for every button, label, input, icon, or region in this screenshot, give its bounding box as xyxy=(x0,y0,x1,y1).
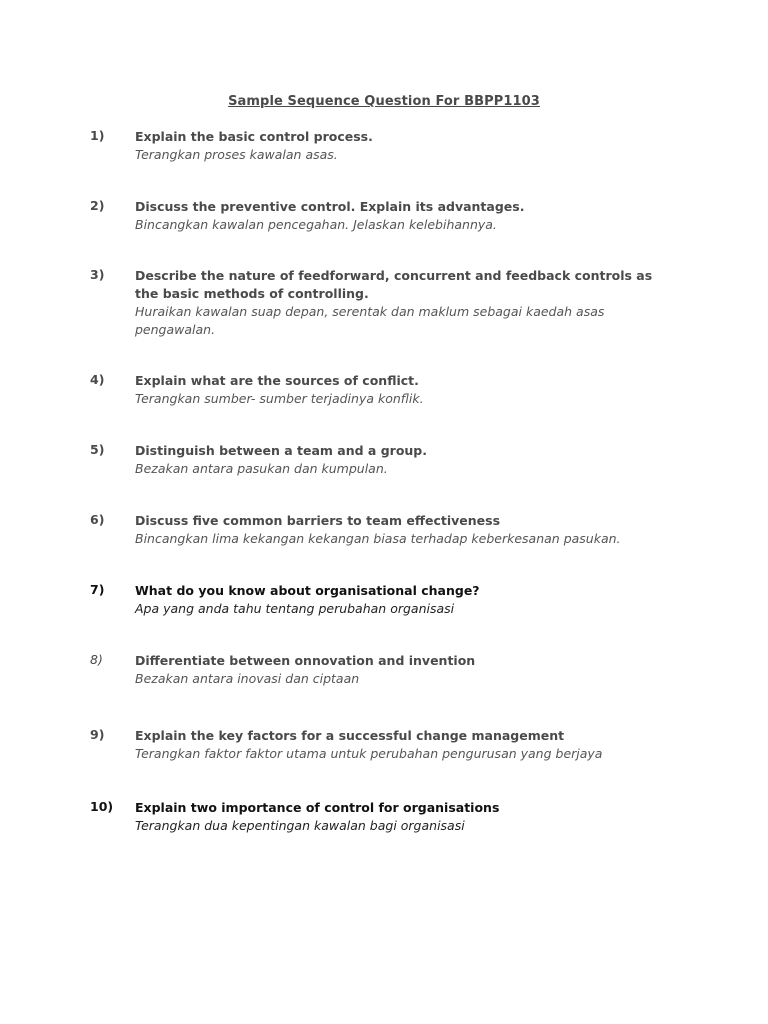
question-english: Differentiate between onnovation and invention xyxy=(135,653,476,668)
question-number: 6) xyxy=(90,512,105,527)
question-item xyxy=(90,128,710,164)
question-item xyxy=(90,582,710,618)
question-number: 2) xyxy=(90,198,105,213)
question-english: Discuss five common barriers to team effectiveness xyxy=(135,513,501,528)
question-number: 9) xyxy=(90,727,105,742)
question-item xyxy=(90,727,710,763)
question-item xyxy=(90,512,710,548)
question-malay: Bezakan antara pasukan dan kumpulan. xyxy=(135,461,388,476)
question-number: 10) xyxy=(90,799,114,814)
question-malay: Terangkan dua kepentingan kawalan bagi organisasi xyxy=(135,818,465,833)
question-english: Explain the basic control process. xyxy=(135,129,373,144)
question-number: 3) xyxy=(90,267,105,282)
question-english: Distinguish between a team and a group. xyxy=(135,443,428,458)
question-item xyxy=(90,198,710,234)
question-english: Explain two importance of control for organisations xyxy=(135,800,500,815)
question-number: 5) xyxy=(90,442,105,457)
question-english: Describe the nature of feedforward, concurrent and feedback controls as the basic methods of controlling. xyxy=(135,268,653,301)
question-malay: Huraikan kawalan suap depan, serentak dan maklum sebagai kaedah asas pengawalan. xyxy=(135,304,605,337)
question-number: 8) xyxy=(90,652,103,667)
question-english: Explain the key factors for a successful change management xyxy=(135,728,565,743)
question-item xyxy=(90,267,710,339)
question-malay: Terangkan sumber- sumber terjadinya konflik. xyxy=(135,391,424,406)
question-item xyxy=(90,652,710,688)
question-malay: Apa yang anda tahu tentang perubahan organisasi xyxy=(135,601,455,616)
question-number: 7) xyxy=(90,582,105,597)
question-item xyxy=(90,442,710,478)
question-english: Explain what are the sources of conflict. xyxy=(135,373,419,388)
question-malay: Bincangkan lima kekangan kekangan biasa terhadap keberkesanan pasukan. xyxy=(135,531,621,546)
question-malay: Bezakan antara inovasi dan ciptaan xyxy=(135,671,360,686)
question-english: Discuss the preventive control. Explain its advantages. xyxy=(135,199,525,214)
question-number: 4) xyxy=(90,372,105,387)
question-malay: Terangkan faktor faktor utama untuk perubahan pengurusan yang berjaya xyxy=(135,746,603,761)
question-malay: Bincangkan kawalan pencegahan. Jelaskan kelebihannya. xyxy=(135,217,497,232)
question-english: What do you know about organisational change? xyxy=(135,583,480,598)
document-title: Sample Sequence Question For BBPP1103 xyxy=(228,94,540,109)
question-item xyxy=(90,372,710,408)
question-number: 1) xyxy=(90,128,105,143)
question-item xyxy=(90,799,710,835)
question-malay: Terangkan proses kawalan asas. xyxy=(135,147,338,162)
